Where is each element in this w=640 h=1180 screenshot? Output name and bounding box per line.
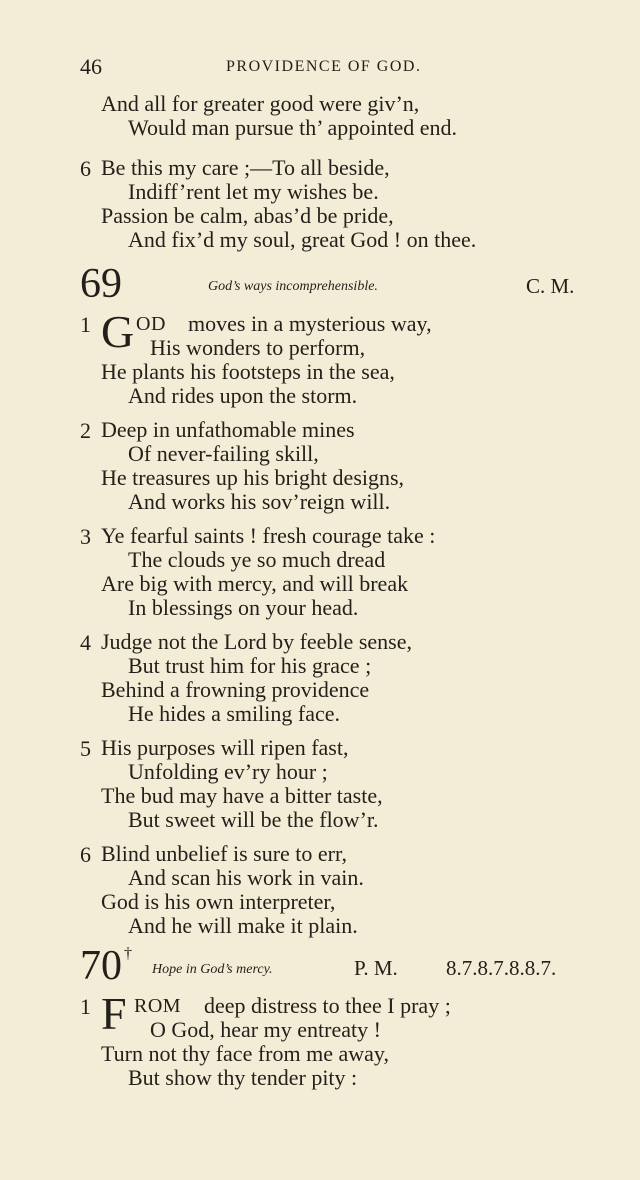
verse-number: 1 xyxy=(80,994,91,1019)
hymn-number: 69 xyxy=(80,261,122,307)
continuation-line: Would man pursue th’ appointed end. xyxy=(128,115,457,140)
verse-number: 4 xyxy=(80,630,91,655)
verse-line: Unfolding ev’ry hour ; xyxy=(128,759,328,784)
running-title: PROVIDENCE OF GOD. xyxy=(226,58,422,75)
verse-number: 5 xyxy=(80,736,91,761)
verse-line: Ye fearful saints ! fresh courage take : xyxy=(101,523,436,548)
verse-line: He plants his footsteps in the sea, xyxy=(101,359,395,384)
verse-line: moves in a mysterious way, xyxy=(188,311,432,336)
verse-line: Of never-failing skill, xyxy=(128,441,319,466)
verse-line: Indiff’rent let my wishes be. xyxy=(128,179,379,204)
verse-line: And fix’d my soul, great God ! on thee. xyxy=(128,227,477,252)
hymn-meter: C. M. xyxy=(526,274,575,298)
verse-line: His purposes will ripen fast, xyxy=(101,735,349,760)
page-number: 46 xyxy=(80,54,102,79)
verse-line: He treasures up his bright designs, xyxy=(101,465,405,490)
verse-line: Deep in unfathomable mines xyxy=(101,417,355,442)
drop-cap: F xyxy=(101,988,127,1039)
verse-line: Judge not the Lord by feeble sense, xyxy=(101,629,412,654)
verse-line: And works his sov’reign will. xyxy=(128,489,391,514)
verse-line: But show thy tender pity : xyxy=(128,1065,358,1090)
continuation-line: And all for greater good were giv’n, xyxy=(101,91,420,116)
verse-line: The bud may have a bitter taste, xyxy=(101,783,383,808)
verse-number: 6 xyxy=(80,156,91,181)
verse-line: O God, hear my entreaty ! xyxy=(150,1017,381,1042)
hymn-mark: † xyxy=(124,945,132,962)
verse-line: His wonders to perform, xyxy=(150,335,366,360)
hymn-meter-numbers: 8.7.8.7.8.8.7. xyxy=(446,956,557,980)
verse-line: Behind a frowning providence xyxy=(101,677,370,702)
verse-number: 1 xyxy=(80,312,91,337)
verse-line: deep distress to thee I pray ; xyxy=(204,993,451,1018)
hymn-title: God’s ways incomprehensible. xyxy=(208,279,378,294)
hymn-title: Hope in God’s mercy. xyxy=(152,962,273,977)
verse-line: Turn not thy face from me away, xyxy=(101,1041,389,1066)
verse-number: 6 xyxy=(80,842,91,867)
verse-line: And scan his work in vain. xyxy=(128,865,364,890)
verse-line: Be this my care ;—To all beside, xyxy=(101,155,390,180)
verse-line: But sweet will be the flow’r. xyxy=(128,807,379,832)
verse-line: But trust him for his grace ; xyxy=(128,653,372,678)
verse-number: 2 xyxy=(80,418,91,443)
verse-line: And rides upon the storm. xyxy=(128,383,358,408)
verse-number: 3 xyxy=(80,524,91,549)
verse-line: God is his own interpreter, xyxy=(101,889,336,914)
verse-line: Passion be calm, abas’d be pride, xyxy=(101,203,394,228)
verse-line: Are big with mercy, and will break xyxy=(101,571,409,596)
verse-line: And he will make it plain. xyxy=(128,913,358,938)
small-caps-word: ROM xyxy=(134,995,182,1017)
hymn-number: 70 xyxy=(80,943,122,989)
verse-line: The clouds ye so much dread xyxy=(128,547,386,572)
verse-line: He hides a smiling face. xyxy=(128,701,340,726)
verse-line: In blessings on your head. xyxy=(128,595,359,620)
drop-cap: G xyxy=(101,306,135,357)
small-caps-word: OD xyxy=(136,313,166,335)
hymn-meter: P. M. xyxy=(354,956,398,980)
verse-line: Blind unbelief is sure to err, xyxy=(101,841,347,866)
